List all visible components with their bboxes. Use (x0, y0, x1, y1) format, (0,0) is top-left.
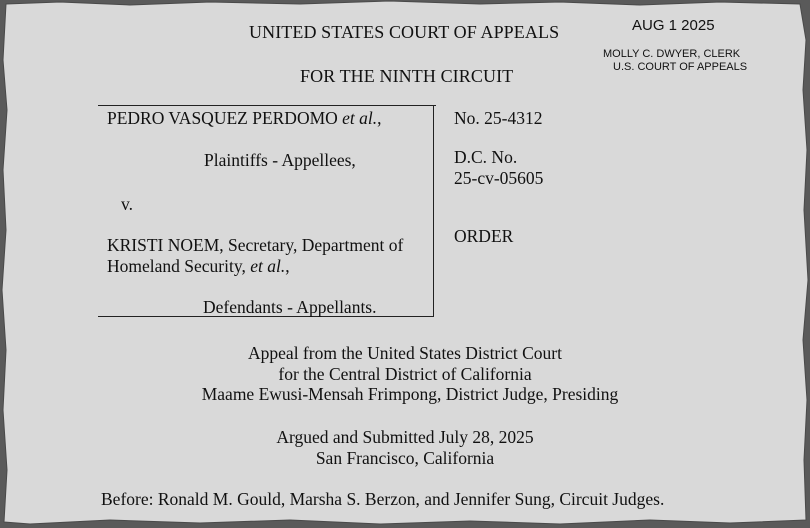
document-type: ORDER (454, 226, 514, 246)
dc-number: 25-cv-05605 (454, 168, 544, 188)
defendant-line-2 (107, 256, 290, 277)
appeal-line-1: Appeal from the United States District Court (248, 343, 562, 363)
filed-stamp-date: AUG 1 2025 (632, 17, 715, 34)
caption-box (98, 105, 434, 317)
defendant-comma: , (285, 256, 290, 276)
filed-stamp-court: U.S. COURT OF APPEALS (613, 61, 748, 73)
defendant-etal: et al. (250, 256, 286, 276)
defendant-line-1: KRISTI NOEM, Secretary, Department of (107, 235, 404, 255)
appeal-line-3: Maame Ewusi-Mensah Frimpong, District Judge, Presiding (201, 384, 619, 404)
plaintiff-name-line (107, 108, 382, 129)
argued-location: San Francisco, California (315, 448, 495, 468)
dc-label: D.C. No. (454, 147, 518, 167)
court-title: UNITED STATES COURT OF APPEALS (249, 22, 560, 42)
plaintiff-name: PEDRO VASQUEZ PERDOMO (107, 108, 343, 128)
appeal-line-2: for the Central District of California (278, 364, 532, 384)
plaintiff-comma: , (377, 108, 382, 128)
defendant-role: Defendants - Appellants. (203, 297, 377, 317)
panel-judges: Before: Ronald M. Gould, Marsha S. Berzon, and Jennifer Sung, Circuit Judges. (101, 489, 665, 509)
plaintiff-etal: et al. (342, 108, 378, 128)
plaintiff-role: Plaintiffs - Appellees, (204, 150, 356, 170)
circuit-title: FOR THE NINTH CIRCUIT (300, 66, 514, 86)
case-number: No. 25-4312 (454, 108, 543, 128)
versus: v. (121, 194, 133, 214)
defendant-line-2-text: Homeland Security, (107, 256, 251, 276)
filed-stamp-clerk: MOLLY C. DWYER, CLERK (603, 48, 741, 60)
argued-date: Argued and Submitted July 28, 2025 (276, 427, 534, 447)
